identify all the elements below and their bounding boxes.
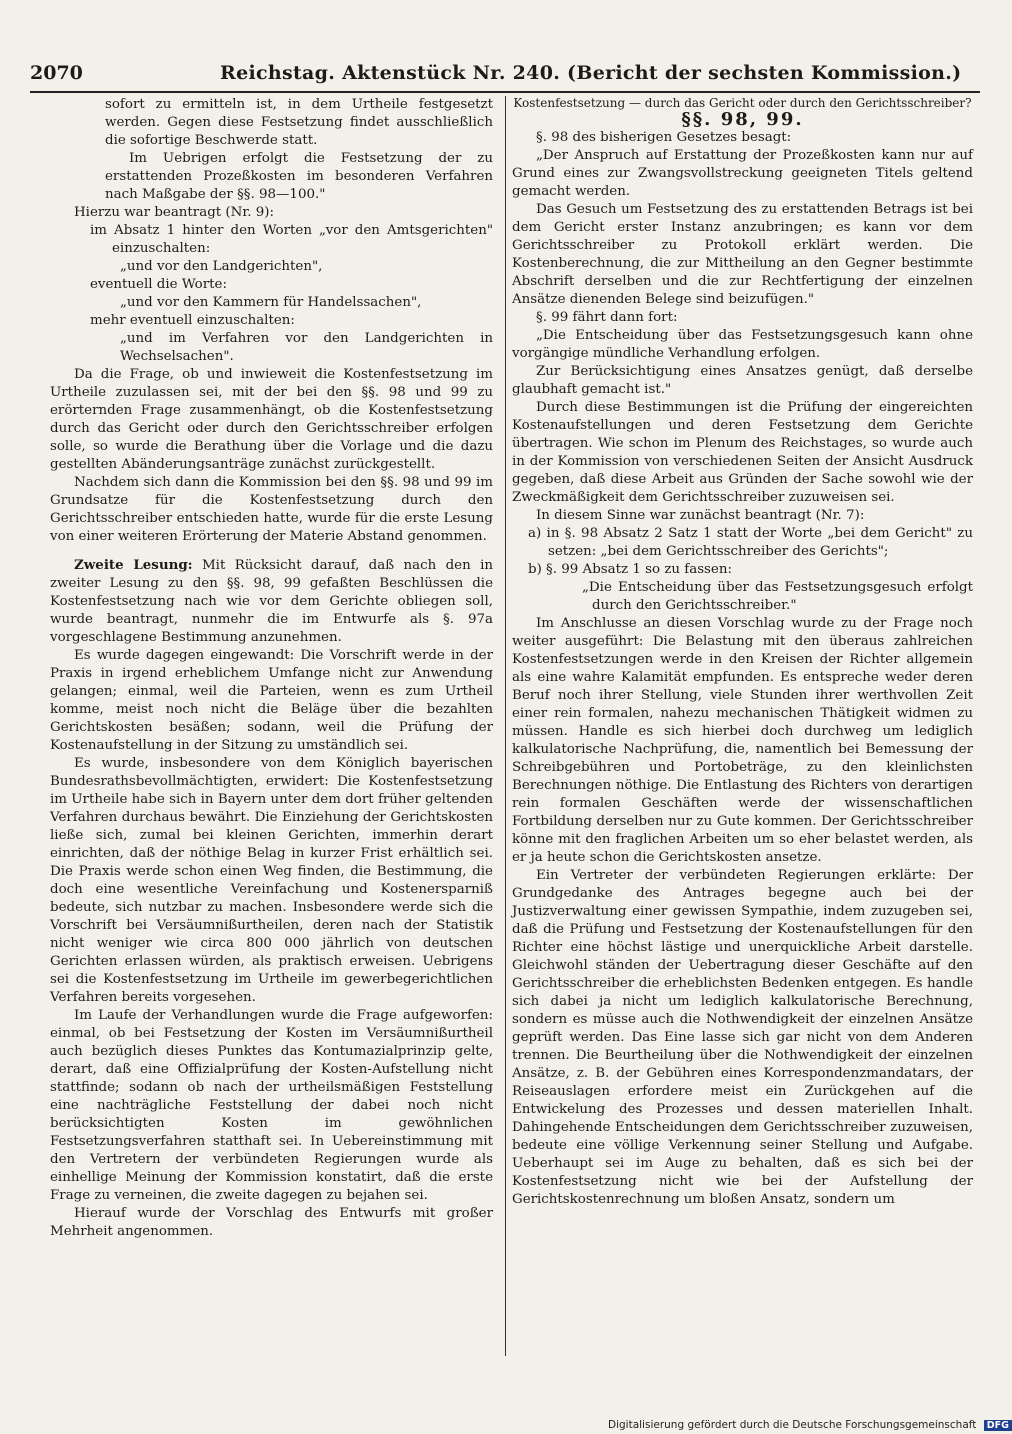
amendment-text: mehr eventuell einzuschalten: bbox=[90, 313, 295, 328]
paragraph: sofort zu ermitteln ist, in dem Urtheile festgesetzt werden. Gegen diese Festsetzung findet ausschließlich die sofortige Beschwerde statt. bbox=[105, 97, 493, 148]
paragraph: Da die Frage, ob und inwieweit die Kostenfestsetzung im Urtheile zuzulassen sei, mit der bei den §§. 98 und 99 zu erörternden Frage zusammenhängt, ob die Kostenfestsetzung durch das Gericht oder durch den Gerichtsschreiber erfolgen solle, so wurde die Berathung über die Vorlage und die dazu gestellten Abänderungsanträge zunächst zurückgestellt. bbox=[50, 367, 493, 472]
paragraph: Im Laufe der Verhandlungen wurde die Frage aufgeworfen: einmal, ob bei Festsetzung der Kosten im Versäumnißurtheil auch bezüglich dieses Punktes das Kontumazialprinzip gelte, derart, daß eine Offizialprüfung der Kosten-Aufstellung nicht stattfinde; sodann ob nach der urtheilsmäßigen Feststellung eine nachträgliche Feststellung der dabei noch nicht berücksichtigten Kosten im gewöhnlichen Festsetzungsverfahren statthaft sei. In Uebereinstimmung mit den Vertretern der verbündeten Regierungen wurde als einhellige Meinung der Kommission konstatirt, daß die erste Frage zu verneinen, die zweite dagegen zu bejahen sei. bbox=[50, 1008, 493, 1203]
page-header bbox=[30, 62, 980, 90]
running-title: Reichstag. Aktenstück Nr. 240. (Bericht der sechsten Kommission.) bbox=[220, 62, 962, 84]
quote-paragraph: Das Gesuch um Festsetzung des zu erstattenden Betrags ist bei dem Gericht erster Instanz anzubringen; es kann vor dem Gerichtsschreiber zu Protokoll erklärt werden. Die Kostenberechnung, die zur Mittheilung an den Gegner bestimmte Abschrift derselben und die zur Rechtfertigung der einzelnen Ansätze dienenden Belege sind beizufügen." bbox=[512, 202, 973, 307]
amendment-text: eventuell die Worte: bbox=[90, 277, 227, 292]
paragraph: Hierauf wurde der Vorschlag des Entwurfs mit großer Mehrheit angenommen. bbox=[50, 1206, 493, 1239]
quote-paragraph: „Der Anspruch auf Erstattung der Prozeßkosten kann nur auf Grund eines zur Zwangsvollstreckung geeigneten Titels geltend gemacht werden. bbox=[512, 148, 973, 199]
section-heading: §§. 98, 99. bbox=[681, 109, 804, 130]
paragraph: §. 98 des bisherigen Gesetzes besagt: bbox=[536, 130, 792, 145]
paragraph: Es wurde, insbesondere von dem Königlich bayerischen Bundesrathsbevollmächtigten, erwidert: Die Kostenfestsetzung im Urtheile habe sich in Bayern unter dem dort früher geltenden Verfahren durchaus bewährt. Die Einziehung der Gerichtskosten ließe sich, zumal bei kleinen Gerichten, immerhin derart einrichten, daß der nöthige Belag in kurzer Frist erhältlich sei. Die Praxis werde schon einen Weg finden, die Bestimmung, die doch eine wesentliche Vereinfachung und Kostenersparniß bedeute, sich nutzbar zu machen. Insbesondere werde sich die Vorschrift bei Versäumnißurtheilen, deren nach der Statistik nicht weniger wie circa 800 000 jährlich von deutschen Gerichten erlassen würden, als praktisch erweisen. Uebrigens sei die Kostenfestsetzung im Urtheile im gewerbegerichtlichen Verfahren bereits vorgesehen. bbox=[50, 756, 493, 1005]
section-caption: Kostenfestsetzung — durch das Gericht oder durch den Gerichtsschreiber? bbox=[513, 96, 972, 110]
paragraph: Hierzu war beantragt (Nr. 9): bbox=[74, 205, 275, 220]
paragraph: Ein Vertreter der verbündeten Regierungen erklärte: Der Grundgedanke des Antrages begegne auch bei der Justizverwaltung einer gewissen Sympathie, indem zuzugeben sei, daß die Prüfung und Festsetzung der Kostenaufstellungen für den Richter eine höchst lästige und unerquickliche Arbeit darstelle. Gleichwohl ständen der Uebertragung dieser Geschäfte auf den Gerichtsschreiber die erheblichsten Bedenken entgegen. Es handle sich dabei ja nicht um lediglich kalkulatorische Berechnung, sondern es müsse auch die Nothwendigkeit der einzelnen Ansätze geprüft werden. Das Eine lasse sich gar nicht von dem Anderen trennen. Die Beurtheilung über die Nothwendigkeit der einzelnen Ansätze, z. B. der Gebühren eines Korrespondenzmandatars, der Reiseauslagen erfordere meist ein Zurückgehen auf die Entwickelung des Prozesses und dessen materiellen Inhalt. Dahingehende Entscheidungen dem Gerichtsschreiber zuzuweisen, bedeute eine völlige Verkennung seiner Stellung und Aufgabe. Ueberhaupt sei im Auge zu behalten, daß es sich bei der Kostenfestsetzung nicht wie bei der Aufstellung der Gerichtskostenrechnung um bloßen Ansatz, sondern um bbox=[512, 868, 973, 1207]
column-divider bbox=[505, 96, 506, 1356]
paragraph: Durch diese Bestimmungen ist die Prüfung der eingereichten Kostenaufstellungen und deren Festsetzung dem Gerichte übertragen. Wie schon im Plenum des Reichstages, so wurde auch in der Kommission von verschiedenen Seiten der Ansicht Ausdruck gegeben, daß diese Arbeit aus Gründen der Sache sowohl wie der Zweckmäßigkeit dem Gerichtsschreiber zuzuweisen sei. bbox=[512, 400, 973, 505]
credit-text: Digitalisierung gefördert durch die Deutsche Forschungsgemeinschaft bbox=[608, 1419, 977, 1431]
amendment-text: im Absatz 1 hinter den Worten „vor den Amtsgerichten" einzuschalten: bbox=[90, 223, 493, 256]
paragraph: Im Anschlusse an diesen Vorschlag wurde zu der Frage noch weiter ausgeführt: Die Belastung mit den überaus zahlreichen Kostenfestsetzungen werde in den Kreisen der Richter allgemein als eine wahre Kalamität empfunden. Es entspreche weder deren Beruf noch ihrer Stellung, viele Stunden ihrer werthvollen Zeit einer rein formalen, nahezu mechanischen Thätigkeit widmen zu müssen. Handle es sich hierbei doch durchweg um lediglich kalkulatorische Nachprüfung, die, namentlich bei Bemessung der Schreibgebühren und Portobeträge, zu den kleinlichsten Berechnungen nöthige. Die Entlastung des Richters von derartigen rein formalen Geschäften werde der wissenschaftlichen Fortbildung derselben nur zu Gute kommen. Der Gerichtsschreiber könne mit den fraglichen Arbeiten um so eher belastet werden, als er ja heute schon die Gerichtskosten ansetze. bbox=[512, 616, 973, 865]
right-column bbox=[512, 96, 973, 1209]
quote-paragraph: „Die Entscheidung über das Festsetzungsgesuch kann ohne vorgängige mündliche Verhandlung erfolgen. bbox=[512, 328, 973, 361]
paragraph: Es wurde dagegen eingewandt: Die Vorschrift werde in der Praxis in irgend erheblichem Umfange nicht zur Anwendung gelangen; einmal, weil die Parteien, wenn es zum Urtheil komme, meist noch nicht die Beläge über die bezahlten Gerichtskosten besäßen; sodann, weil die Prüfung der Kostenaufstellung in der Sitzung zu umständlich sei. bbox=[50, 648, 493, 753]
paragraph: §. 99 fährt dann fort: bbox=[536, 310, 678, 325]
reading-label: Zweite Lesung: bbox=[74, 557, 193, 573]
page-number: 2070 bbox=[30, 62, 83, 84]
paragraph: In diesem Sinne war zunächst beantragt (Nr. 7): bbox=[536, 508, 865, 523]
paragraph: Im Uebrigen erfolgt die Festsetzung der zu erstattenden Prozeßkosten im besonderen Verfahren nach Maßgabe der §§. 98—100." bbox=[105, 151, 493, 202]
dfg-logo: DFG bbox=[984, 1420, 1012, 1431]
paragraph-text: Mit Rücksicht darauf, daß nach den in zweiter Lesung zu den §§. 98, 99 gefaßten Beschlüssen die Kostenfestsetzung nach wie vor dem Gerichte obliegen soll, wurde beantragt, nunmehr die im Entwurfe als §. 97a vorgeschlagene Bestimmung anzunehmen. bbox=[50, 558, 493, 645]
amendment-quote: „und vor den Kammern für Handelssachen", bbox=[120, 295, 422, 310]
paragraph bbox=[50, 556, 493, 647]
amendment-quote: „und im Verfahren vor den Landgerichten in Wechselsachen". bbox=[120, 331, 493, 364]
motion-quote: „Die Entscheidung über das Festsetzungsgesuch erfolgt durch den Gerichtsschreiber." bbox=[582, 580, 973, 613]
header-rule bbox=[30, 91, 980, 93]
motion-item: b) §. 99 Absatz 1 so zu fassen: bbox=[528, 562, 732, 577]
left-column bbox=[50, 96, 493, 1241]
digitization-credit bbox=[608, 1419, 1012, 1431]
amendment-quote: „und vor den Landgerichten", bbox=[120, 259, 323, 274]
paragraph: Nachdem sich dann die Kommission bei den §§. 98 und 99 im Grundsatze für die Kostenfestsetzung durch den Gerichtsschreiber entschieden hatte, wurde für die erste Lesung von einer weiteren Erörterung der Materie Abstand genommen. bbox=[50, 475, 493, 544]
quote-paragraph: Zur Berücksichtigung eines Ansatzes genügt, daß derselbe glaubhaft gemacht ist." bbox=[512, 364, 973, 397]
motion-item: a) in §. 98 Absatz 2 Satz 1 statt der Worte „bei dem Gericht" zu setzen: „bei dem Gerichtsschreiber des Gerichts"; bbox=[528, 526, 973, 559]
